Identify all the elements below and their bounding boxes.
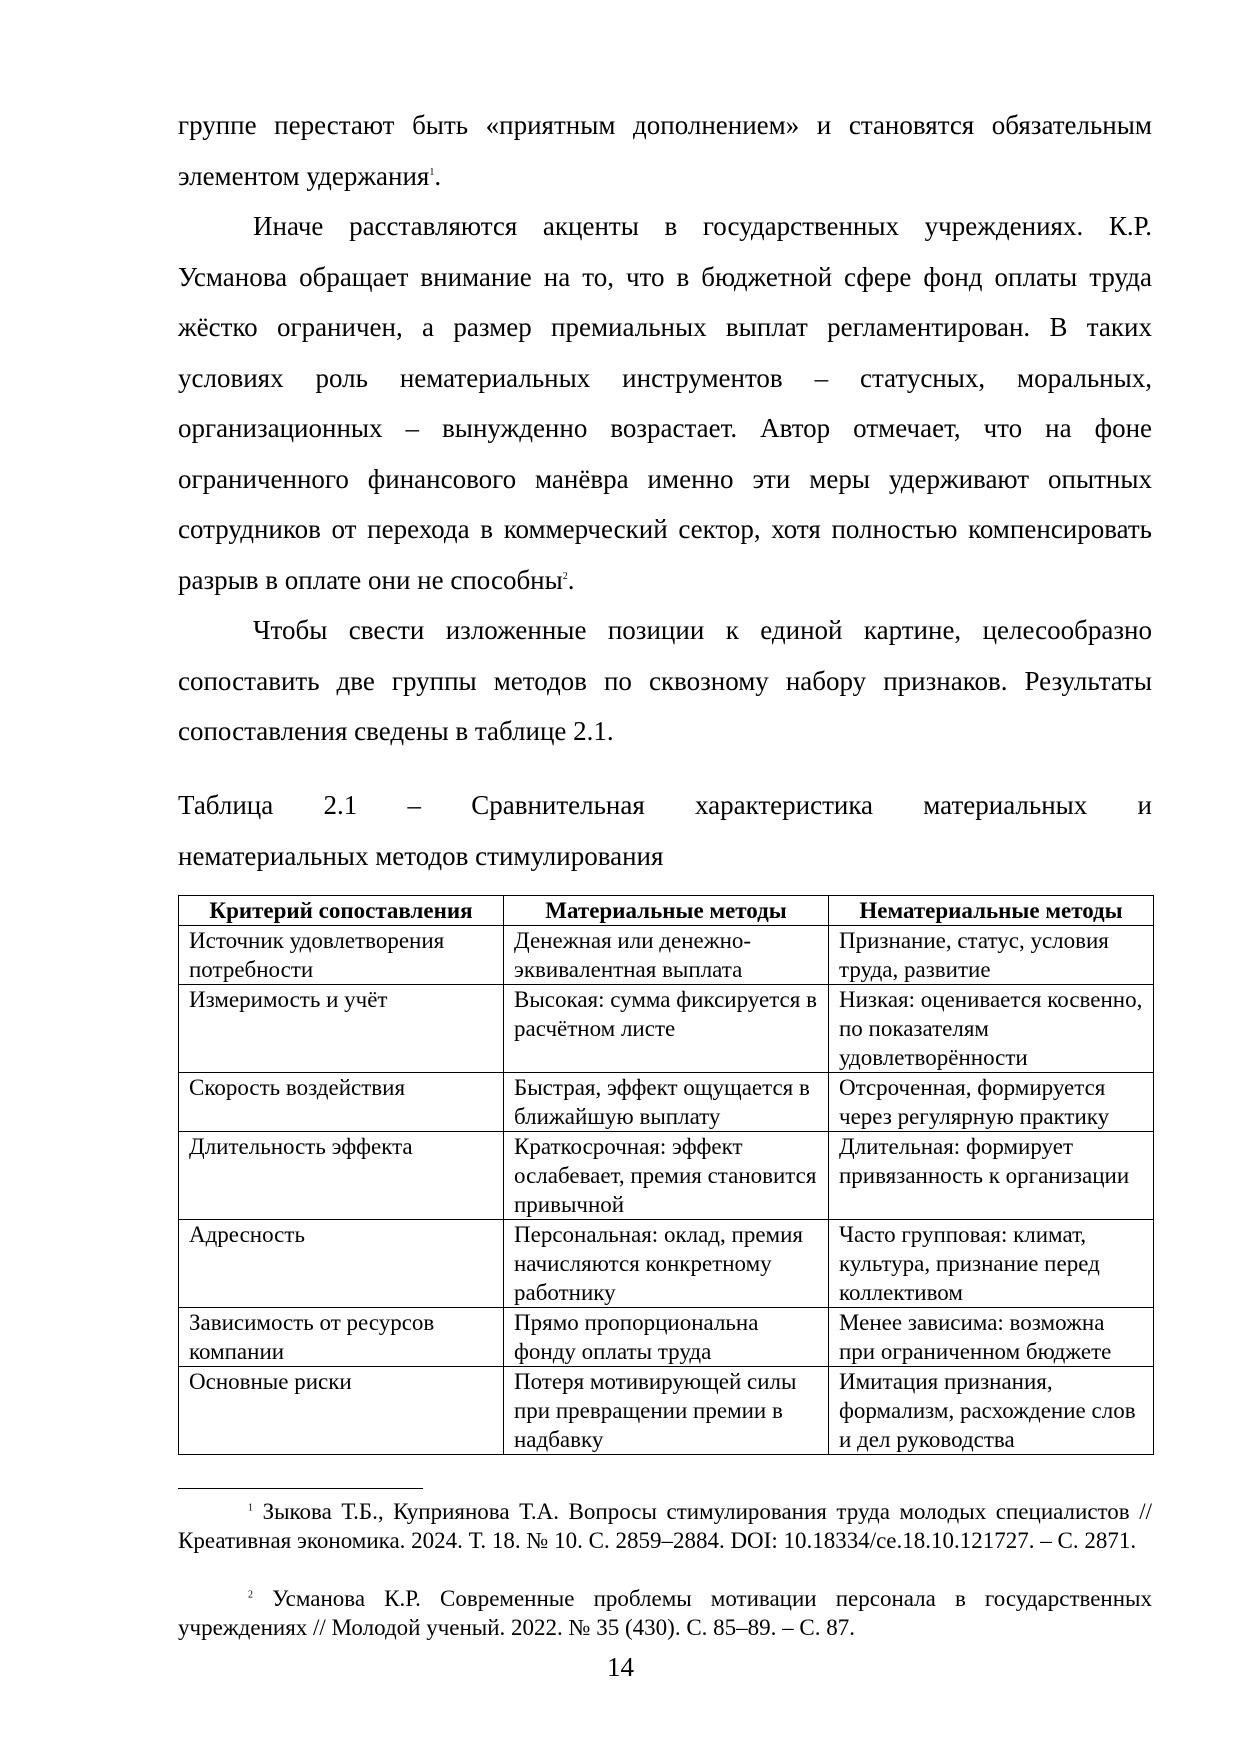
comparison-table	[178, 895, 1154, 1455]
paragraph-continuation	[178, 100, 1152, 201]
table-cell: Источник удовлетворения потребности	[179, 926, 504, 985]
paragraph-punct: .	[434, 160, 442, 191]
table-cell: Длительная: формирует привязанность к организации	[829, 1132, 1154, 1220]
paragraph: Чтобы свести изложенные позиции к единой картине, целесообразно сопоставить две группы методов по сквозному набору признаков. Результаты сопоставления сведены в таблице 2.1.	[178, 615, 1152, 746]
table-header-row	[179, 896, 1154, 926]
table-cell: Низкая: оценивается косвенно, по показателям удовлетворённости	[829, 985, 1154, 1073]
table-cell: Имитация признания, формализм, расхождение слов и дел руководства	[829, 1367, 1154, 1455]
footnote-ref[interactable]: 2	[562, 570, 568, 582]
table-row	[179, 1308, 1154, 1367]
table-cell: Краткосрочная: эффект ослабевает, премия становится привычной	[504, 1132, 829, 1220]
paragraph	[178, 201, 1152, 605]
table-cell: Потеря мотивирующей силы при превращении премии в надбавку	[504, 1367, 829, 1455]
table-row	[179, 985, 1154, 1073]
page-number: 14	[607, 1652, 634, 1682]
table-row	[179, 926, 1154, 985]
table-cell: Зависимость от ресурсов компании	[179, 1308, 504, 1367]
footnote-text: Зыкова Т.Б., Куприянова Т.А. Вопросы стимулирования труда молодых специалистов // Креативная экономика. 2024. Т. 18. № 10. С. 2859–2884. DOI: 10.18334/ce.18.10.121727. – С. 2871.	[178, 1499, 1152, 1553]
paragraph-text: группе перестают быть «приятным дополнением» и становятся обязательным элементом удержания	[178, 110, 1152, 191]
table-cell: Длительность эффекта	[179, 1132, 504, 1220]
table-row	[179, 1220, 1154, 1308]
table-cell: Признание, статус, условия труда, развитие	[829, 926, 1154, 985]
body-text	[178, 100, 1152, 757]
footnote	[178, 1584, 1152, 1642]
table-caption	[178, 780, 1152, 882]
table-cell: Быстрая, эффект ощущается в ближайшую выплату	[504, 1073, 829, 1132]
footnote	[178, 1497, 1152, 1555]
footnote-separator	[178, 1488, 423, 1489]
table-caption-line: Таблица 2.1 – Сравнительная характеристика материальных и	[178, 790, 1152, 820]
table-cell: Скорость воздействия	[179, 1073, 504, 1132]
table-cell: Часто групповая: климат, культура, признание перед коллективом	[829, 1220, 1154, 1308]
table-header-cell: Нематериальные методы	[829, 896, 1154, 926]
table-cell: Отсроченная, формируется через регулярную практику	[829, 1073, 1154, 1132]
table-cell: Денежная или денежно-эквивалентная выплата	[504, 926, 829, 985]
table-cell: Основные риски	[179, 1367, 504, 1455]
table-caption-line: нематериальных методов стимулирования	[178, 841, 664, 871]
paragraph-punct: .	[567, 564, 575, 595]
footnote-ref[interactable]: 1	[429, 166, 435, 178]
footnote-mark: 1	[248, 1502, 253, 1514]
table-row	[179, 1132, 1154, 1220]
table-cell: Менее зависима: возможна при ограниченном бюджете	[829, 1308, 1154, 1367]
table-cell: Высокая: сумма фиксируется в расчётном листе	[504, 985, 829, 1073]
table-row	[179, 1367, 1154, 1455]
table-cell: Измеримость и учёт	[179, 985, 504, 1073]
table-cell: Адресность	[179, 1220, 504, 1308]
footnote-text: Усманова К.Р. Современные проблемы мотивации персонала в государственных учреждениях // Молодой ученый. 2022. № 35 (430). С. 85–89. – С. 87.	[178, 1586, 1152, 1640]
paragraph-text: Иначе расставляются акценты в государственных учреждениях. К.Р. Усманова обращает внимание на то, что в бюджетной сфере фонд оплаты труда жёстко ограничен, а размер премиальных выплат регламентирован. В таких условиях роль нематериальных инструментов – статусных, моральных, организационных – вынужденно возрастает. Автор отмечает, что на фоне ограниченного финансового манёвра именно эти меры удерживают опытных сотрудников от перехода в коммерческий сектор, хотя полностью компенсировать разрыв в оплате они не способны	[178, 211, 1152, 595]
footnote-mark: 2	[248, 1589, 253, 1601]
table-header-cell: Критерий сопоставления	[179, 896, 504, 926]
table-row	[179, 1073, 1154, 1132]
table-cell: Прямо пропорциональна фонду оплаты труда	[504, 1308, 829, 1367]
table-header-cell: Материальные методы	[504, 896, 829, 926]
table-cell: Персональная: оклад, премия начисляются конкретному работнику	[504, 1220, 829, 1308]
